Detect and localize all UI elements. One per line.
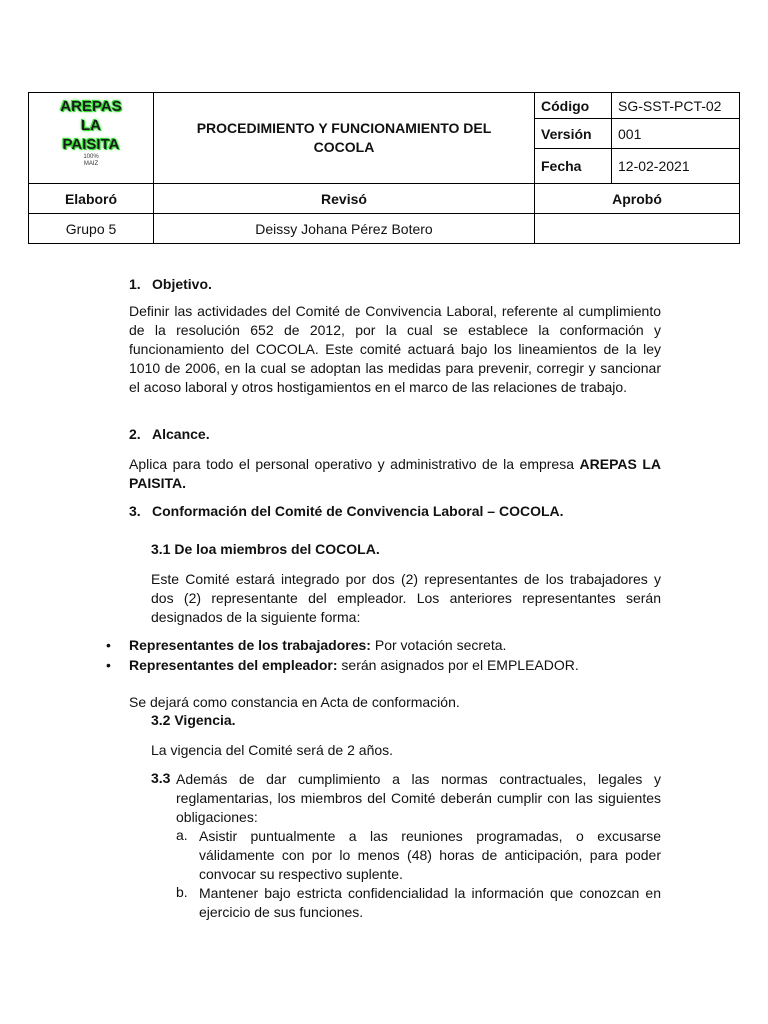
section-2-title: Alcance. (152, 426, 210, 442)
logo-word-3: PAISITA (62, 136, 120, 153)
obligation-letter: b. (176, 884, 188, 900)
section-1-heading (129, 276, 212, 292)
section-2-body: Aplica para todo el personal operativo y administrativo de la empresa (129, 456, 580, 472)
section-2-text (129, 455, 661, 493)
obligation-item (176, 827, 661, 884)
bullet-item (106, 656, 689, 675)
aprobo-label: Aprobó (535, 184, 740, 214)
section-3-3-number: 3.3 (151, 770, 171, 786)
bullet-item (106, 636, 689, 655)
constancia-text: Se dejará como constancia en Acta de conformación. (129, 694, 460, 710)
logo-tagline-2: MAIZ (83, 161, 99, 167)
codigo-value: SG-SST-PCT-02 (612, 93, 740, 119)
obligation-text: Asistir puntualmente a las reuniones programadas, o excusarse válidamente con por lo menos (48) horas de anticipación, para poder convocar su respectivo suplente. (199, 828, 661, 882)
section-2-company: AREPAS LA PAISITA. (129, 456, 661, 491)
fecha-value: 12-02-2021 (612, 149, 740, 184)
bullet-dot-icon: • (106, 637, 111, 653)
company-logo (50, 97, 132, 179)
section-3-3-text: Además de dar cumplimiento a las normas contractuales, legales y reglamentarias, los miembros del Comité deberán cumplir con las siguientes obligaciones: (176, 771, 661, 825)
section-3-2-text: La vigencia del Comité será de 2 años. (151, 742, 394, 758)
section-3-1-heading: 3.1 De loa miembros del COCOLA. (151, 541, 380, 557)
section-3-2-heading: 3.2 Vigencia. (151, 712, 236, 728)
fecha-label: Fecha (535, 149, 612, 184)
section-1-text: Definir las actividades del Comité de Convivencia Laboral, referente al cumplimiento de la resolución 652 de 2012, por la cual se establece la conformación y funcionamiento del COCOLA. Este comité actuará bajo los lineamientos de la ley 1010 de 2006, en la cual se adoptan las medidas para prevenir, corregir y sancionar el acoso laboral y otros hostigamientos en el marco de las relaciones de trabajo. (129, 303, 661, 395)
section-1-title: Objetivo. (152, 276, 212, 292)
reviso-value: Deissy Johana Pérez Botero (154, 214, 535, 244)
elaboro-value: Grupo 5 (29, 214, 154, 244)
document-title-text: PROCEDIMIENTO Y FUNCIONAMIENTO DEL COCOLA (196, 120, 492, 155)
obligation-text: Mantener bajo estricta confidencialidad la información que conozcan en ejercicio de sus funciones. (199, 885, 661, 920)
section-3-title: Conformación del Comité de Convivencia Laboral – COCOLA. (152, 503, 564, 519)
section-3-1-text: Este Comité estará integrado por dos (2) representantes de los trabajadores y dos (2) representante del empleador. Los anteriores representantes serán designados de la siguiente forma: (151, 571, 661, 625)
version-value: 001 (612, 119, 740, 149)
section-2-number: 2. (129, 426, 141, 442)
version-label: Versión (535, 119, 612, 149)
document-title (154, 93, 535, 184)
section-1-number: 1. (129, 276, 141, 292)
aprobo-value (535, 214, 740, 244)
obligation-letter: a. (176, 827, 188, 843)
codigo-label: Código (535, 93, 612, 119)
obligation-item (176, 884, 661, 922)
logo-tagline-1: 100% (83, 154, 99, 160)
bullet-label: Representantes del empleador: (129, 657, 338, 673)
bullet-label: Representantes de los trabajadores: (129, 637, 371, 653)
bullet-text: serán asignados por el EMPLEADOR. (337, 657, 579, 673)
logo-cell (29, 93, 154, 184)
elaboro-label: Elaboró (29, 184, 154, 214)
bullet-dot-icon: • (106, 657, 111, 673)
bullet-text: Por votación secreta. (370, 637, 507, 653)
section-2-heading (129, 426, 210, 442)
section-3-number: 3. (129, 503, 141, 519)
document-header-table (28, 92, 740, 244)
logo-word-1: AREPAS (60, 98, 122, 115)
reviso-label: Revisó (154, 184, 535, 214)
section-3-heading (129, 503, 564, 519)
logo-word-2: LA (81, 117, 101, 134)
